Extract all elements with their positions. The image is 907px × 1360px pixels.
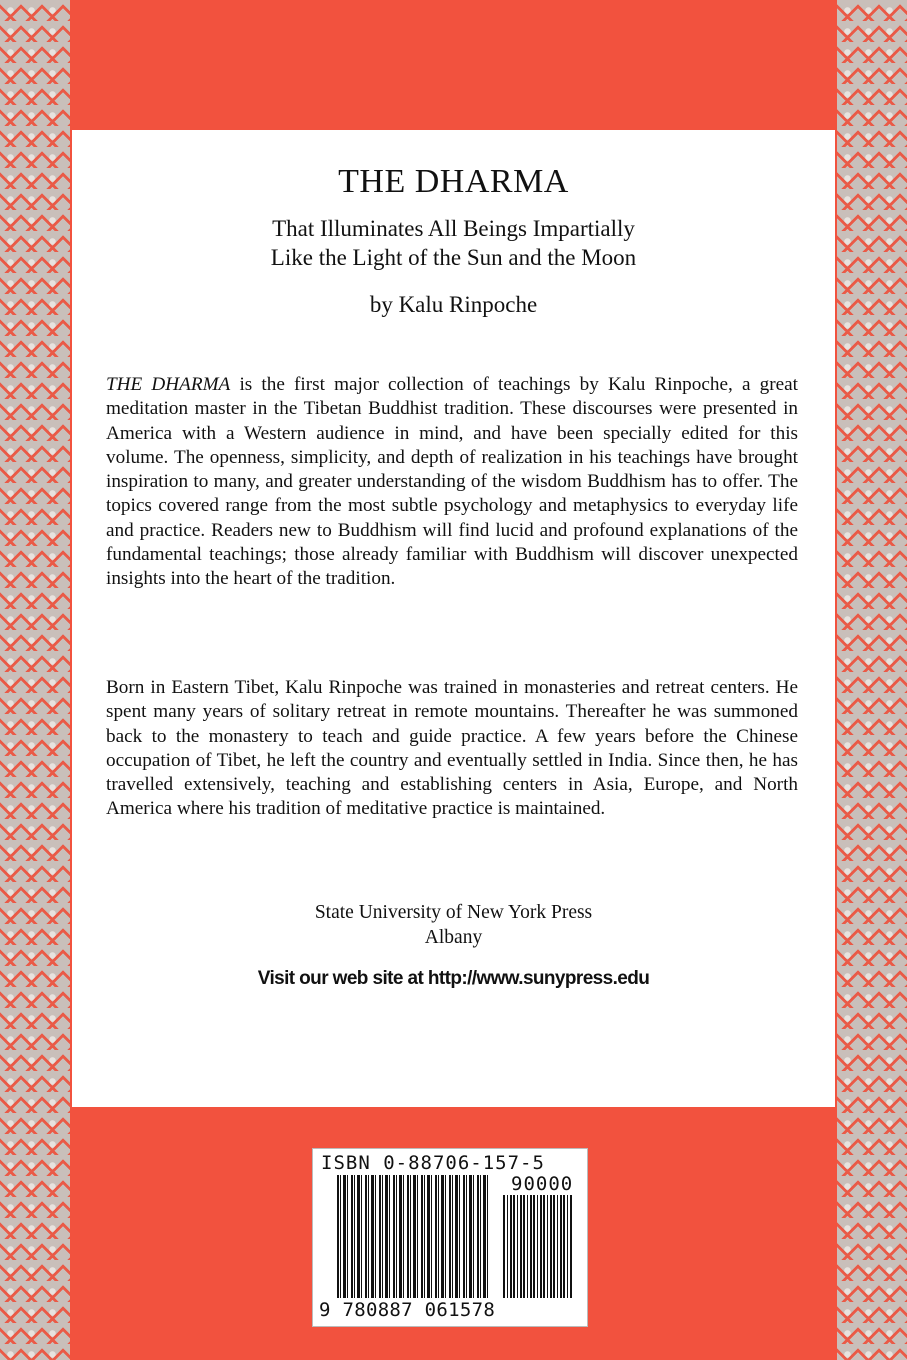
ean-number: 9 780887 061578 xyxy=(319,1299,496,1321)
subtitle-line-2: Like the Light of the Sun and the Moon xyxy=(270,245,637,270)
back-cover-text-panel xyxy=(72,130,835,1107)
publisher-block xyxy=(72,900,835,950)
price-barcode-bars xyxy=(503,1195,573,1298)
book-author: by Kalu Rinpoche xyxy=(369,292,538,317)
description-title-italic: THE DHARMA xyxy=(106,374,231,395)
ean-barcode-bars xyxy=(337,1175,489,1298)
isbn-barcode xyxy=(312,1148,588,1327)
isbn-label: ISBN 0-88706-157-5 xyxy=(321,1152,545,1174)
publisher-city: Albany xyxy=(424,927,483,948)
subtitle-line-1: That Illuminates All Beings Impartially xyxy=(272,216,635,241)
book-title: THE DHARMA xyxy=(338,163,569,200)
publisher-website: Visit our web site at http://www.sunypress.edu xyxy=(257,968,650,989)
decorative-border-right xyxy=(837,0,907,1360)
description-p1-text: is the first major collection of teachings by Kalu Rinpoche, a great meditation master in the Tibetan Buddhist tradition. These discourses were presented in America with a Western audience in mind, and have been specially edited for this volume. The openness, simplicity, and depth of realization in his teachings have brought inspiration to many, and greater understanding of the wisdom Buddhism has to offer. The topics covered range from the most subtle psychology and metaphysics to everyday life and practice. Readers new to Buddhism will find lucid and profound explanations of the fundamental teachings; those already familiar with Buddhism will discover unexpected insights into the heart of the tradition. xyxy=(106,374,798,590)
description-paragraph-2: Born in Eastern Tibet, Kalu Rinpoche was trained in monasteries and retreat centers. He spent many years of solitary retreat in remote mountains. Thereafter he was summoned back to the monastery to teach and guide practice. A few years before the Chinese occupation of Tibet, he left the country and eventually settled in India. Since then, he has travelled extensively, teaching and establishing centers in Asia, Europe, and North America where his tradition of meditative practice is maintained. xyxy=(106,677,798,820)
decorative-border-left xyxy=(0,0,70,1360)
book-subtitle xyxy=(72,214,835,272)
description-paragraph-1 xyxy=(106,373,798,592)
price-code: 90000 xyxy=(511,1173,574,1195)
publisher-name: State University of New York Press xyxy=(314,902,593,923)
